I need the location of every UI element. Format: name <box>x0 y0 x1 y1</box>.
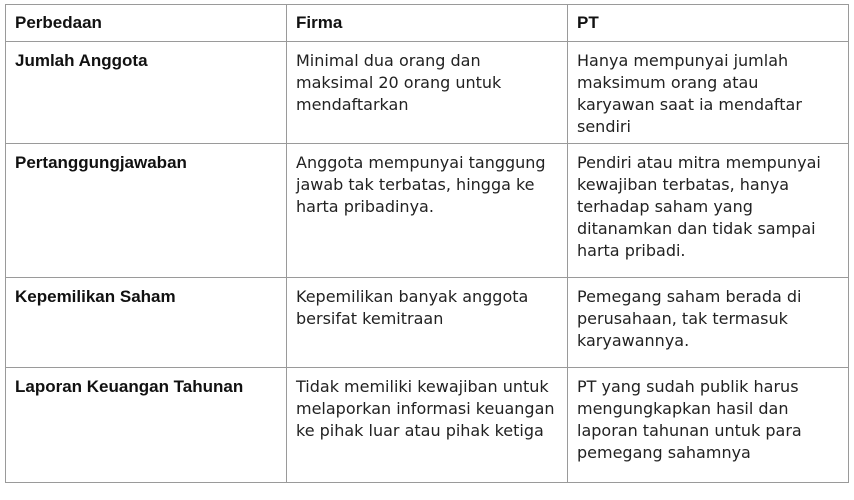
header-perbedaan: Perbedaan <box>6 5 287 42</box>
firma-cell: Minimal dua orang dan maksimal 20 orang untuk mendaftarkan <box>287 42 568 144</box>
row-label-kepemilikan-saham: Kepemilikan Saham <box>6 278 287 368</box>
pt-cell: PT yang sudah publik harus mengungkapkan hasil dan laporan tahunan untuk para pemegang sahamnya <box>568 368 849 483</box>
row-label-jumlah-anggota: Jumlah Anggota <box>6 42 287 144</box>
table-row <box>6 368 849 483</box>
row-label-laporan-keuangan-tahunan: Laporan Keuangan Tahunan <box>6 368 287 483</box>
table-row <box>6 144 849 278</box>
table-row <box>6 42 849 144</box>
table-row <box>6 278 849 368</box>
firma-cell: Anggota mempunyai tanggung jawab tak terbatas, hingga ke harta pribadinya. <box>287 144 568 278</box>
pt-cell: Pendiri atau mitra mempunyai kewajiban terbatas, hanya terhadap saham yang ditanamkan dan tidak sampai harta pribadi. <box>568 144 849 278</box>
header-pt: PT <box>568 5 849 42</box>
pt-cell: Hanya mempunyai jumlah maksimum orang atau karyawan saat ia mendaftar sendiri <box>568 42 849 144</box>
pt-cell: Pemegang saham berada di perusahaan, tak termasuk karyawannya. <box>568 278 849 368</box>
header-firma: Firma <box>287 5 568 42</box>
firma-cell: Kepemilikan banyak anggota bersifat kemitraan <box>287 278 568 368</box>
row-label-pertanggungjawaban: Pertanggungjawaban <box>6 144 287 278</box>
firma-cell: Tidak memiliki kewajiban untuk melaporkan informasi keuangan ke pihak luar atau pihak ketiga <box>287 368 568 483</box>
table-header-row <box>6 5 849 42</box>
comparison-table <box>5 4 849 483</box>
